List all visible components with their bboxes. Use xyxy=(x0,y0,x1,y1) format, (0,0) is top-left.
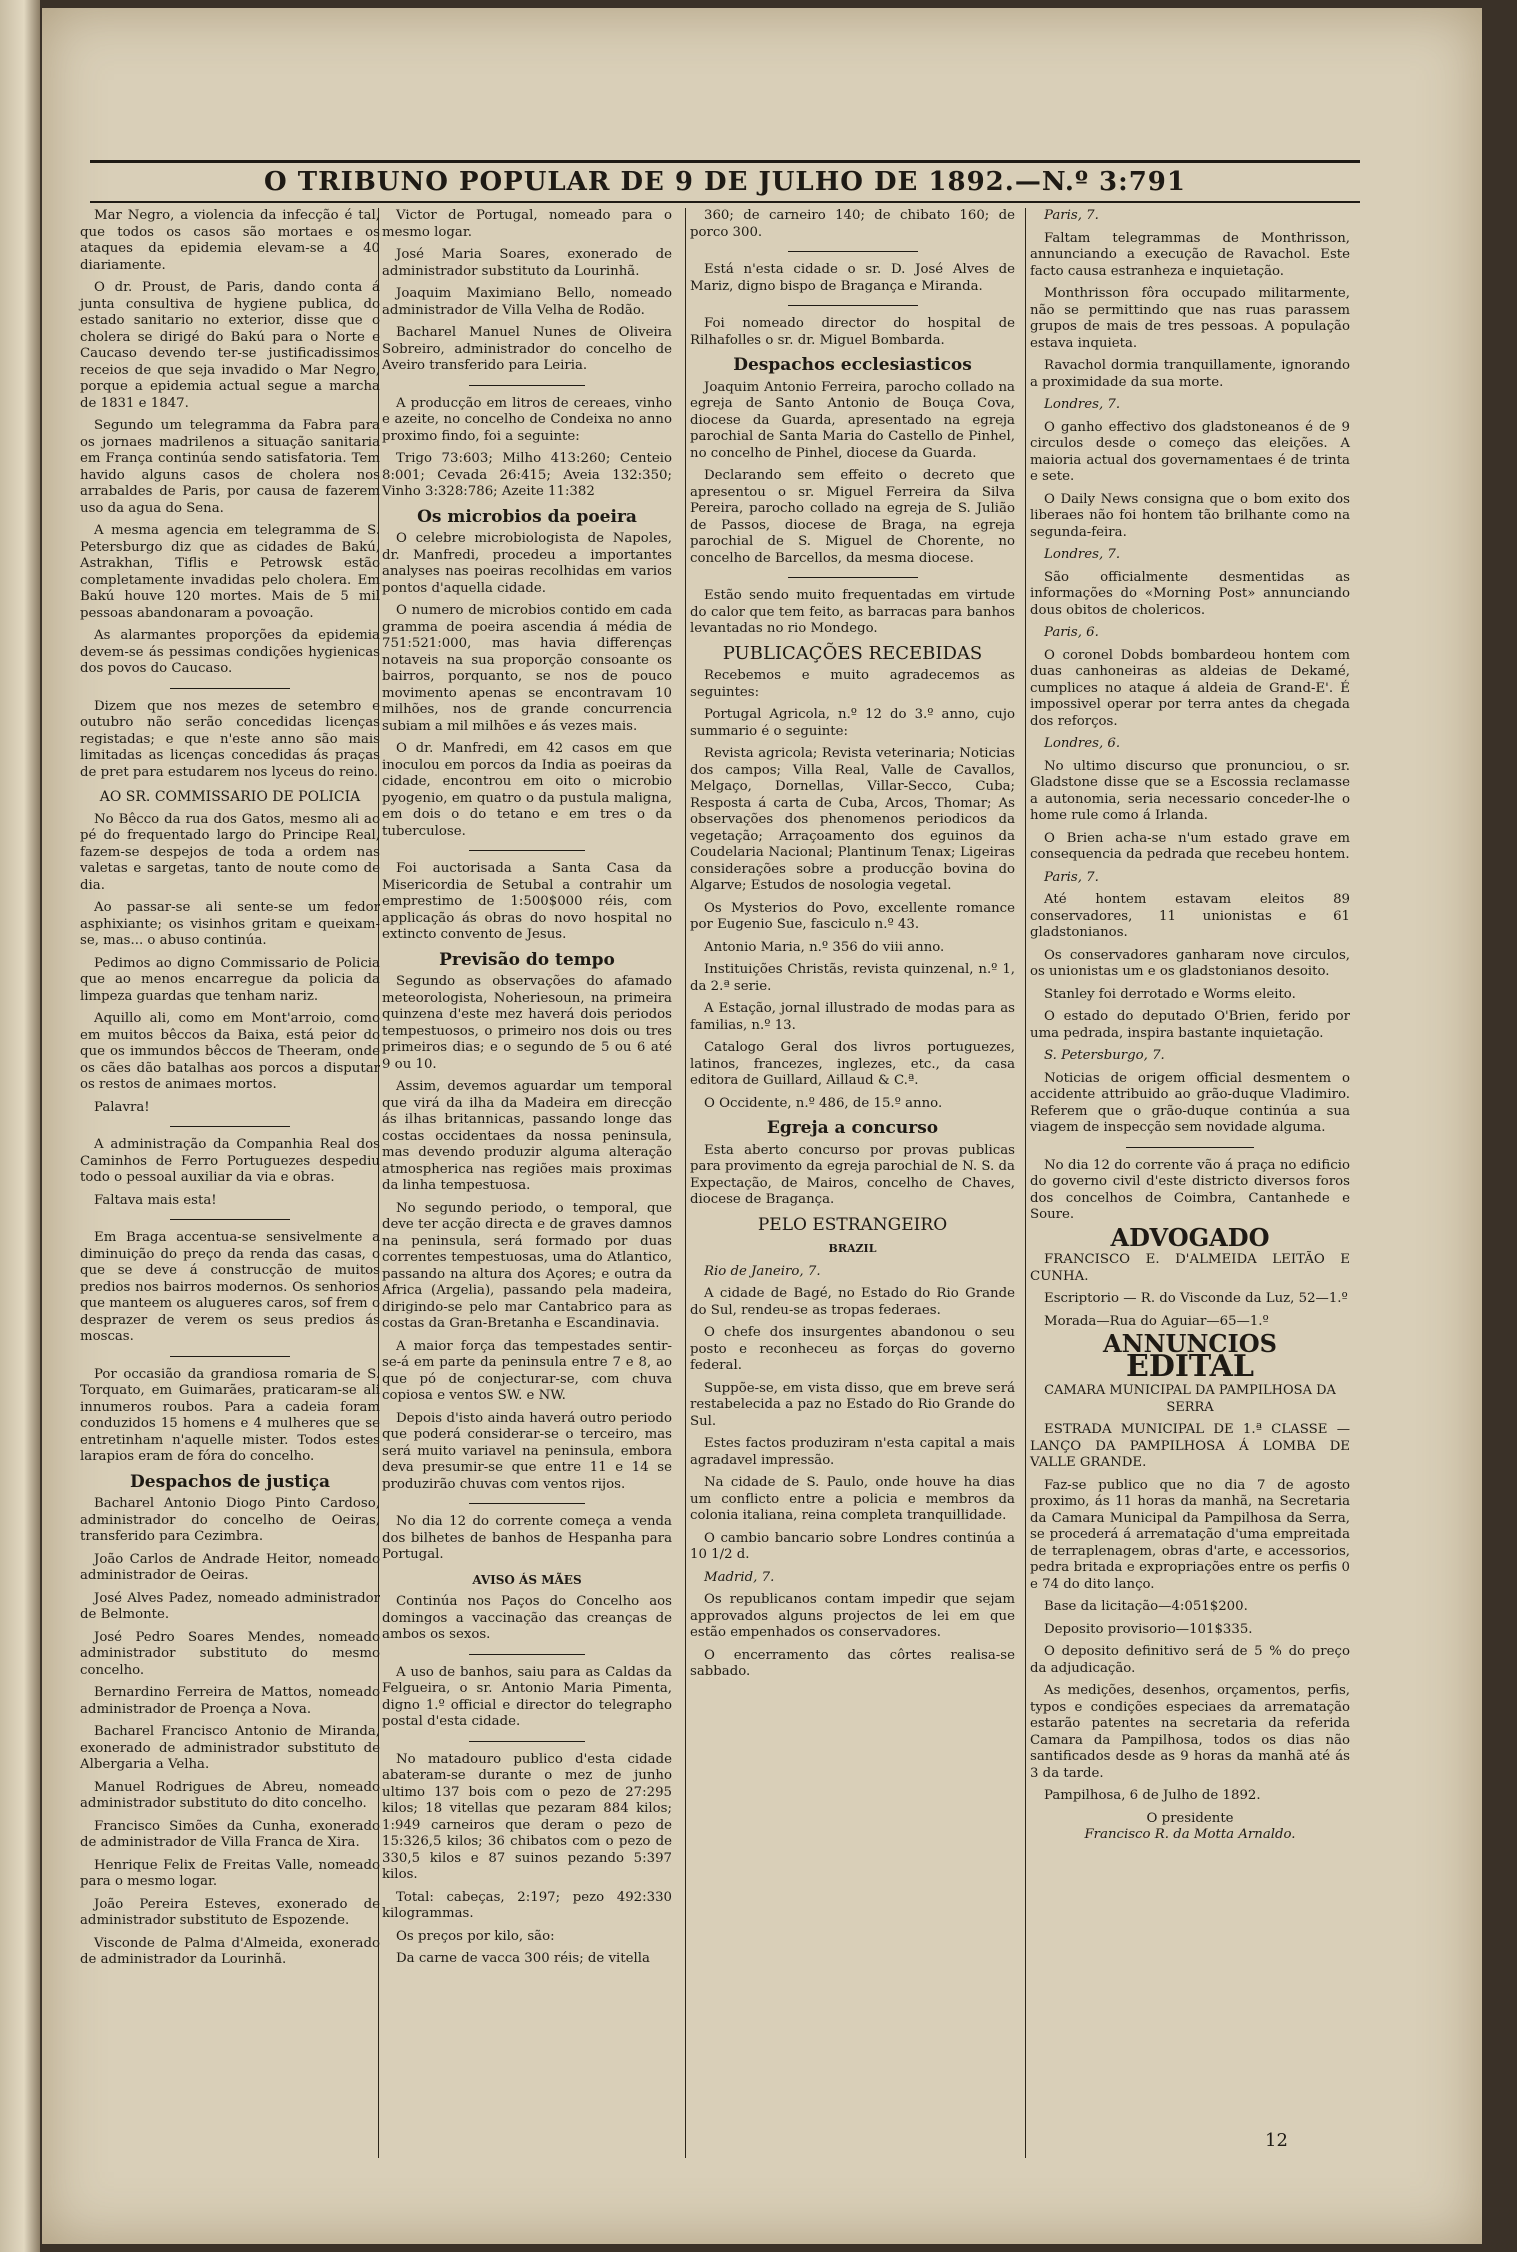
article-text: José Maria Soares, exonerado de administrador substituto da Lourinhã. xyxy=(382,247,672,279)
article-text: Suppõe-se, em vista disso, que em breve será restabelecida a paz no Estado do Rio Grande do Sul. xyxy=(690,1380,1015,1429)
article-text: Portugal Agricola, n.º 12 do 3.º anno, cujo summario é o seguinte: xyxy=(690,707,1015,739)
column-3 xyxy=(690,208,1015,1687)
article-text: O ganho effectivo dos gladstoneanos é de 9 circulos desde o começo das eleições. A maioria actual dos governamentaes é de trinta e sete. xyxy=(1030,419,1350,484)
article-text: Trigo 73:603; Milho 413:260; Centeio 8:001; Cevada 26:415; Aveia 132:350; Vinho 3:328:786; Azeite 11:382 xyxy=(382,451,672,499)
edital-text: O deposito definitivo será de 5 % do preço da adjudicação. xyxy=(1030,1644,1350,1676)
divider xyxy=(788,305,918,306)
divider xyxy=(469,1503,585,1504)
article-text: Ao passar-se ali sente-se um fedor asphixiante; os visinhos gritam e queixam-se, mas... o abuso continúa. xyxy=(80,900,380,948)
column-2 xyxy=(382,208,672,1974)
divider xyxy=(469,1741,585,1742)
edital-signature: Francisco R. da Motta Arnaldo. xyxy=(1084,1827,1296,1842)
article-text: Ravachol dormia tranquillamente, ignorando a proximidade da sua morte. xyxy=(1030,358,1350,390)
article-text: A uso de banhos, saiu para as Caldas da Felgueira, o sr. Antonio Maria Pimenta, digno 1.º official e director do telegrapho postal d'esta cidade. xyxy=(382,1664,672,1729)
section-heading: Despachos de justiça xyxy=(130,1471,330,1492)
article-text: São officialmente desmentidas as informações do «Morning Post» annunciando dous obitos de cholericos. xyxy=(1030,569,1350,618)
article-text: A producção em litros de cereaes, vinho e azeite, no concelho de Condeixa no anno proximo findo, foi a seguinte: xyxy=(382,395,672,444)
divider xyxy=(788,577,918,578)
article-text: Os preços por kilo, são: xyxy=(396,1928,555,1944)
edital-text: Faz-se publico que no dia 7 de agosto proximo, ás 11 horas da manhã, na Secretaria da Camara Municipal da Pampilhosa da Serra, se procederá á arrematação d'uma empreitada de terraplenagem, obras d'arte, e accessorios, pedra britada e expropriações entre os perfis 0 e 74 do dito lanço. xyxy=(1030,1477,1350,1592)
article-text: O numero de microbios contido em cada gramma de poeira ascendia á média de 751:521:000, mas havia differenças notaveis na sua proporção consoante os bairros, porquanto, se nos de pouco movimento apenas se encontravam 10 milhões, nos de grande concurrencia subiam a mil milhões e ás vezes mais. xyxy=(382,603,672,734)
article-text: Foi auctorisada a Santa Casa da Misericordia de Setubal a contrahir um emprestimo de 1:500$000 réis, com applicação ás obras do novo hospital no extincto convento de Jesus. xyxy=(382,861,672,942)
article-text: O cambio bancario sobre Londres continúa a 10 1/2 d. xyxy=(690,1530,1015,1562)
article-text: O celebre microbiologista de Napoles, dr. Manfredi, procedeu a importantes analyses nas poeiras recolhidas em varios pontos d'aquella cidade. xyxy=(382,531,672,596)
article-text: Stanley foi derrotado e Worms eleito. xyxy=(1044,986,1296,1002)
article-text: Bacharel Manuel Nunes de Oliveira Sobreiro, administrador do concelho de Aveiro transferido para Leiria. xyxy=(382,325,672,373)
divider xyxy=(469,850,585,851)
article-text: Joaquim Antonio Ferreira, parocho collado na egreja de Santo Antonio de Bouça Cova, diocese da Guarda, apresentado na egreja parochial de Santa Maria do Castello de Pinhel, no concelho de Pinhel, diocese da Guarda. xyxy=(690,379,1015,461)
article-text: Noticias de origem official desmentem o accidente attribuido ao grão-duque Vladimiro. Referem que o grão-duque continúa a sua viagem de inspecção sem novidade alguma. xyxy=(1030,1070,1350,1135)
article-text: Os Mysterios do Povo, excellente romance por Eugenio Sue, fasciculo n.º 43. xyxy=(690,900,1015,932)
edital-text: Deposito provisorio—101$335. xyxy=(1044,1621,1253,1637)
article-text: Total: cabeças, 2:197; pezo 492:330 kilogrammas. xyxy=(382,1889,672,1921)
article-text: João Carlos de Andrade Heitor, nomeado administrador de Oeiras. xyxy=(80,1551,380,1583)
previous-page-edge xyxy=(0,0,40,2252)
article-text: Dizem que nos mezes de setembro e outubro não serão concedidas licenças registadas; e que n'este anno são mais limitadas as licenças concedidas ás praças de pret para estudarem nos lyceus do reino. xyxy=(80,698,380,780)
section-heading: Os microbios da poeira xyxy=(417,506,637,527)
article-text: A mesma agencia em telegramma de S. Petersburgo diz que as cidades de Bakú, Astrakhan, Tiflis e Petrowsk estão completamente invadidas pelo cholera. Em Bakú houve 120 mortes. Mais de 5 mil pessoas abandonaram a povoação. xyxy=(80,523,380,621)
article-text: O Daily News consigna que o bom exito dos liberaes não foi hontem tão brilhante como na segunda-feira. xyxy=(1030,491,1350,540)
article-text: Antonio Maria, n.º 356 do viii anno. xyxy=(704,939,945,955)
article-text: Joaquim Maximiano Bello, nomeado administrador de Villa Velha de Rodão. xyxy=(382,286,672,318)
article-text: Visconde de Palma d'Almeida, exonerado de administrador da Lourinhã. xyxy=(80,1935,380,1967)
article-text: Os conservadores ganharam nove circulos, os unionistas um e os gladstonianos desoito. xyxy=(1030,947,1350,979)
edital-text: As medições, desenhos, orçamentos, perfis, typos e condições especiaes da arrematação estarão patentes na secretaria da referida Camara da Pampilhosa, todos os dias não santificados desde as 9 horas da manhã até ás 3 da tarde. xyxy=(1030,1683,1350,1781)
column-rule xyxy=(685,208,686,2158)
divider xyxy=(170,688,290,689)
section-heading: AO SR. COMMISSARIO DE POLICIA xyxy=(99,789,361,805)
column-1 xyxy=(80,208,380,1975)
article-text: O dr. Proust, de Paris, dando conta á junta consultiva de hygiene publica, do estado sanitario no exterior, disse que o cholera se dirigé do Bakú para o Norte e Caucaso devendo ter-se justificadissimos receios de que seja invadido o Mar Negro, porque a epidemia actual segue a marcha de 1831 e 1847. xyxy=(80,280,380,411)
article-text: Bernardino Ferreira de Mattos, nomeado administrador de Proença a Nova. xyxy=(80,1685,380,1717)
article-text: Segundo um telegramma da Fabra para os jornaes madrilenos a situação sanitaria em França continúa sendo satisfatoria. Tem havido alguns casos de cholera nos arrabaldes de Paris, por causa de fazerem uso da agua do Sena. xyxy=(80,418,380,516)
ad-text: FRANCISCO E. D'ALMEIDA LEITÃO E CUNHA. xyxy=(1030,1252,1350,1284)
divider xyxy=(170,1126,290,1127)
article-text: O Brien acha-se n'um estado grave em consequencia da pedrada que recebeu hontem. xyxy=(1030,830,1350,862)
article-text: Na cidade de S. Paulo, onde houve ha dias um conflicto entre a policia e membros da colonia italiana, reina completa tranquillidade. xyxy=(690,1475,1015,1523)
article-text: Catalogo Geral dos livros portuguezes, latinos, francezes, inglezes, etc., da casa editora de Guillard, Aillaud & C.ª. xyxy=(690,1040,1015,1088)
article-text: Palavra! xyxy=(94,1099,150,1115)
article-text: No dia 12 do corrente vão á praça no edificio do governo civil d'este districto diversos foros dos concelhos de Coimbra, Cantanhede e Soure. xyxy=(1030,1157,1350,1222)
article-text: O chefe dos insurgentes abandonou o seu posto e reconheceu as forças do governo federal. xyxy=(690,1325,1015,1373)
divider xyxy=(469,1654,585,1655)
article-text: O coronel Dobds bombardeou hontem com duas canhoneiras as aldeias de Dekamé, cumplices no ataque á aldeia de Grand-E'. É impossivel operar por terra antes da chegada dos reforços. xyxy=(1030,647,1350,729)
article-text: Recebemos e muito agradecemos as seguintes: xyxy=(690,668,1015,700)
article-text: Pedimos ao digno Commissario de Policia que ao menos encarregue da policia da limpeza guardas que tenham nariz. xyxy=(80,955,380,1004)
article-text: No Bêcco da rua dos Gatos, mesmo ali ao pé do frequentado largo do Principe Real, fazem-se despejos de toda a ordem nas valetas e sargetas, tanto de noute como de dia. xyxy=(80,811,380,893)
dateline: Londres, 7. xyxy=(1044,397,1121,412)
article-text: A Estação, jornal illustrado de modas para as familias, n.º 13. xyxy=(690,1001,1015,1033)
edital-date: Pampilhosa, 6 de Julho de 1892. xyxy=(1044,1788,1261,1803)
article-text: Por occasião da grandiosa romaria de S. Torquato, em Guimarães, praticaram-se ali innumeros roubos. Para a cadeia foram conduzidos 15 homens e 4 mulheres que se entretinham n'aquelle mister. Todos estes larapios eram de fóra do concelho. xyxy=(80,1366,380,1464)
dateline: Londres, 6. xyxy=(1044,736,1121,751)
edital-role: O presidente xyxy=(1146,1810,1234,1826)
article-text: Francisco Simões da Cunha, exonerado de administrador de Villa Franca de Xira. xyxy=(80,1818,380,1850)
article-text: O Occidente, n.º 486, de 15.º anno. xyxy=(704,1095,943,1111)
article-text: Aquillo ali, como em Mont'arroio, como em muitos bêccos da Baixa, está peior do que os immundos bêccos de Theeram, onde os cães dão batalhas aos porcos a disputar os restos de animaes mortos. xyxy=(80,1011,380,1092)
edital-text: Base da licitação—4:051$200. xyxy=(1044,1599,1248,1614)
article-text: As alarmantes proporções da epidemia devem-se ás pessimas condições hygienicas dos povos do Caucaso. xyxy=(80,628,380,676)
edital-subtitle: CAMARA MUNICIPAL DA PAMPILHOSA DA SERRA xyxy=(1044,1383,1336,1415)
article-text: Estes factos produziram n'esta capital a mais agradavel impressão. xyxy=(690,1436,1015,1468)
article-text: Monthrisson fôra occupado militarmente, não se permittindo que nas ruas parassem grupos de mais de tres pessoas. A população estava inquieta. xyxy=(1030,286,1350,351)
dateline: S. Petersburgo, 7. xyxy=(1044,1048,1165,1063)
article-text: Mar Negro, a violencia da infecção é tal, que todos os casos são mortaes e os ataques da epidemia elevam-se a 40 diariamente. xyxy=(80,208,380,273)
section-heading: Previsão do tempo xyxy=(439,949,615,970)
ad-text: Escriptorio — R. do Visconde da Luz, 52—1.º xyxy=(1044,1291,1348,1306)
ad-text: Morada—Rua do Aguiar—65—1.º xyxy=(1044,1313,1269,1329)
article-text: No matadouro publico d'esta cidade abateram-se durante o mez de junho ultimo 137 bois com o pezo de 27:295 kilos; 18 vitellas que pezaram 884 kilos; 1:949 carneiros que deram o pezo de 15:326,5 kilos; 36 chibatos com o pezo de 330,5 kilos e 87 suinos pezando 5:397 kilos. xyxy=(382,1751,672,1882)
article-text: Em Braga accentua-se sensivelmente a diminuição do preço da renda das casas, o que se deve á construcção de muitos predios nos bairros modernos. Os senhorios que manteem os alugueres caros, sof frem o desprazer de verem os seus predios ás moscas. xyxy=(80,1230,380,1344)
dateline: Madrid, 7. xyxy=(704,1569,775,1585)
section-heading: AVISO ÁS MÃES xyxy=(472,1572,582,1587)
section-heading: Despachos ecclesiasticos xyxy=(733,355,972,375)
article-text: Depois d'isto ainda haverá outro periodo que poderá considerar-se o terceiro, mas será muito variavel na peninsula, embora deva presumir-se que entre 11 e 14 se produzirão chuvas com ventos rijos. xyxy=(382,1410,672,1492)
article-text: Instituições Christãs, revista quinzenal, n.º 1, da 2.ª serie. xyxy=(690,962,1015,994)
subheading: BRAZIL xyxy=(828,1242,877,1255)
article-text: Foi nomeado director do hospital de Rilhafolles o sr. dr. Miguel Bombarda. xyxy=(690,316,1015,348)
article-text: Henrique Felix de Freitas Valle, nomeado para o mesmo logar. xyxy=(80,1857,380,1889)
article-text: Manuel Rodrigues de Abreu, nomeado administrador substituto do dito concelho. xyxy=(80,1779,380,1811)
article-text: Faltava mais esta! xyxy=(94,1192,217,1208)
article-text: Revista agricola; Revista veterinaria; Noticias dos campos; Villa Real, Valle de Cavallos, Melgaço, Dornellas, Villar-Secco, Cuba; Resposta á carta de Cuba, Arcos, Thomar; As observações dos phenomenos periodicos da vegetação; Arraçoamento dos eguinos da Coudelaria Nacional; Plantinum Tenax; Ligeiras considerações sobre a producção bovina do Algarve; Estudos de nosologia vegetal. xyxy=(690,746,1015,893)
article-text: Declarando sem effeito o decreto que apresentou o sr. Miguel Ferreira da Silva Pereira, parocho collado na egreja de S. Julião de Passos, diocese de Braga, na egreja parochial de S. Miguel de Chorente, no concelho de Barcellos, da mesma diocese. xyxy=(690,468,1015,566)
section-heading: PELO ESTRANGEIRO xyxy=(757,1214,948,1235)
column-rule xyxy=(1025,208,1026,2158)
article-text: No ultimo discurso que pronunciou, o sr. Gladstone disse que se a Escossia reclamasse a autonomia, seria necessario conceder-lhe o home rule como á Irlanda. xyxy=(1030,758,1350,823)
dateline: Londres, 7. xyxy=(1044,547,1121,562)
edital-title: EDITAL xyxy=(1126,1348,1254,1384)
article-text: Victor de Portugal, nomeado para o mesmo logar. xyxy=(382,208,672,240)
dateline: Paris, 6. xyxy=(1044,625,1099,640)
article-text: 360; de carneiro 140; de chibato 160; de porco 300. xyxy=(690,208,1015,240)
divider xyxy=(170,1219,290,1220)
article-text: A maior força das tempestades sentir-se-á em parte da peninsula entre 7 e 8, ao que pó de conjecturar-se, com chuva copiosa e ventos SW. e NW. xyxy=(382,1338,672,1403)
article-text: Esta aberto concurso por provas publicas para provimento da egreja parochial de N. S. da Expectação, de Mairos, concelho de Chaves, diocese de Bragança. xyxy=(690,1142,1015,1207)
dateline: Paris, 7. xyxy=(1044,869,1099,885)
divider xyxy=(469,385,585,386)
article-text: A cidade de Bagé, no Estado do Rio Grande do Sul, rendeu-se as tropas federaes. xyxy=(690,1286,1015,1318)
dateline: Rio de Janeiro, 7. xyxy=(704,1263,821,1279)
article-text: Continúa nos Paços do Concelho aos domingos a vaccinação das creanças de ambos os sexos. xyxy=(382,1594,672,1642)
article-text: Bacharel Francisco Antonio de Miranda, exonerado de administrador substituto de Albergaria a Velha. xyxy=(80,1724,380,1772)
section-heading: PUBLICAÇÕES RECEBIDAS xyxy=(722,642,983,664)
article-text: Assim, devemos aguardar um temporal que virá da ilha da Madeira em direcção ás ilhas britannicas, passando longe das costas occidentaes da nossa peninsula, mas devendo produzir alguma alteração atmospherica nas regiões mais proximas da linha tempestuosa. xyxy=(382,1079,672,1193)
masthead: O TRIBUNO POPULAR DE 9 DE JULHO DE 1892.—N.º 3:791 xyxy=(90,160,1360,203)
article-text: Os republicanos contam impedir que sejam approvados alguns projectos de lei em que estão empenhados os conservadores. xyxy=(690,1592,1015,1640)
article-text: No dia 12 do corrente começa a venda dos bilhetes de banhos de Hespanha para Portugal. xyxy=(382,1514,672,1562)
column-4 xyxy=(1030,208,1350,1844)
edital-text: ESTRADA MUNICIPAL DE 1.ª CLASSE — LANÇO DA PAMPILHOSA Á LOMBA DE VALLE GRANDE. xyxy=(1030,1422,1350,1470)
divider xyxy=(1126,1147,1254,1148)
page-number: 12 xyxy=(1265,2130,1288,2151)
article-text: Faltam telegrammas de Monthrisson, annunciando a execução de Ravachol. Este facto causa estranheza e inquietação. xyxy=(1030,230,1350,279)
article-text: O estado do deputado O'Brien, ferido por uma pedrada, inspira bastante inquietação. xyxy=(1030,1009,1350,1041)
article-text: Segundo as observações do afamado meteorologista, Noheriesoun, na primeira quinzena d'este mez haverá dois periodos tempestuosos, o primeiro nos dois ou tres primeiros dias; e o segundo de 5 ou 6 até 9 ou 10. xyxy=(382,974,672,1072)
article-text: No segundo periodo, o temporal, que deve ter acção directa e de graves damnos na peninsula, será formado por duas correntes tempestuosas, uma do Atlantico, passando na altura dos Açores; e outra da Africa (Argelia), passando pela madeira, dirigindo-se pelo mar Cantabrico para as costas da Gran-Bretanha e Escandinavia. xyxy=(382,1200,672,1331)
article-text: Até hontem estavam eleitos 89 conservadores, 11 unionistas e 61 gladstonianos. xyxy=(1030,892,1350,940)
article-text: Estão sendo muito frequentadas em virtude do calor que tem feito, as barracas para banhos levantadas no rio Mondego. xyxy=(690,588,1015,636)
divider xyxy=(170,1356,290,1357)
divider xyxy=(788,251,918,252)
article-text: Bacharel Antonio Diogo Pinto Cardoso, administrador do concelho de Oeiras, transferido para Cezimbra. xyxy=(80,1496,380,1544)
ad-title: ADVOGADO xyxy=(1110,1222,1270,1252)
article-text: Da carne de vacca 300 réis; de vitella xyxy=(396,1951,650,1966)
article-text: José Alves Padez, nomeado administrador de Belmonte. xyxy=(80,1590,380,1622)
article-text: A administração da Companhia Real dos Caminhos de Ferro Portuguezes despediu todo o pessoal auxiliar da via e obras. xyxy=(80,1137,380,1185)
dateline: Paris, 7. xyxy=(1044,208,1099,223)
article-text: Está n'esta cidade o sr. D. José Alves de Mariz, digno bispo de Bragança e Miranda. xyxy=(690,262,1015,294)
section-heading: Egreja a concurso xyxy=(766,1118,939,1138)
article-text: José Pedro Soares Mendes, nomeado administrador substituto do mesmo concelho. xyxy=(80,1629,380,1678)
section-title: ANNUNCIOS xyxy=(1103,1329,1277,1358)
article-text: O dr. Manfredi, em 42 casos em que inoculou em porcos da India as poeiras da cidade, encontrou em oito o microbio pyogenio, em quatro o da pustula maligna, em dois o do tetano e em tres o da tuberculose. xyxy=(382,741,672,839)
article-text: João Pereira Esteves, exonerado de administrador substituto de Espozende. xyxy=(80,1896,380,1928)
article-text: O encerramento das côrtes realisa-se sabbado. xyxy=(690,1647,1015,1679)
